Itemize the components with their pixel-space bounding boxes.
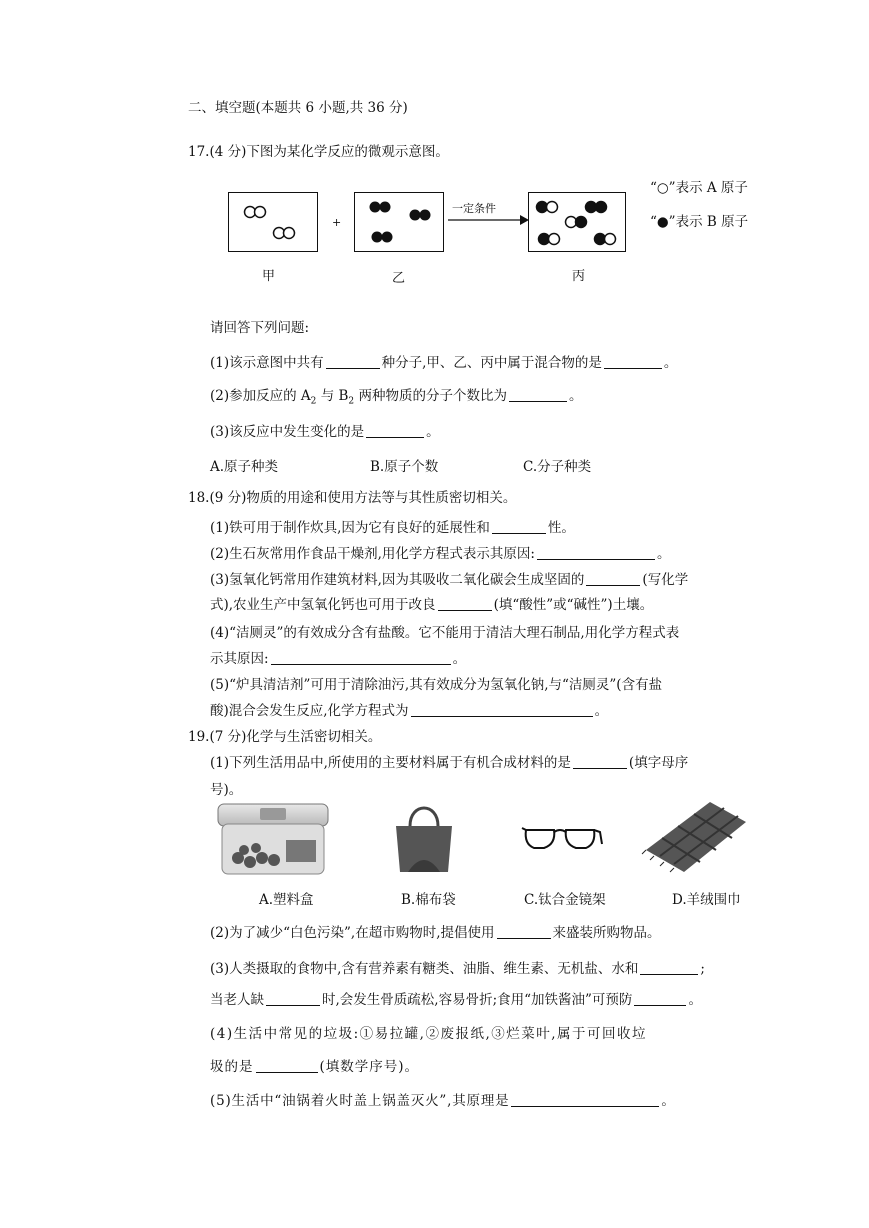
q17-p2-text-c: 两种物质的分子个数比为 <box>354 388 507 404</box>
q18-p5-text-c: 。 <box>594 703 609 719</box>
q17-part3 <box>210 420 440 440</box>
q17-p3-text-b: 。 <box>426 424 440 440</box>
q19-p1-text-b: (填字母序 <box>628 755 689 771</box>
molecules-bing <box>529 193 625 251</box>
item-d-label: D.羊绒围巾 <box>672 892 741 908</box>
q19-p3-text-c: 当老人缺 <box>210 992 264 1008</box>
q19-blank-6[interactable] <box>256 1058 318 1073</box>
q18-p4-text-c: 。 <box>452 651 467 667</box>
q18-p4-text-b: 示其原因: <box>210 651 269 667</box>
q19-p5-text-b: 。 <box>661 1093 676 1109</box>
q18-part4-line2 <box>210 647 466 667</box>
item-a-label: A.塑料盒 <box>259 892 314 908</box>
q19-part4-line2 <box>210 1055 419 1075</box>
plastic-box-image <box>214 800 332 878</box>
legend-b: “●”表示 B 原子 <box>650 214 749 230</box>
q19-p3-text-e: 。 <box>688 992 702 1008</box>
q19-blank-1[interactable] <box>573 754 627 769</box>
item-c-label: C.钛合金镜架 <box>524 892 606 908</box>
q17-p2-sub2: 2 <box>348 396 355 407</box>
q17-blank-1[interactable] <box>326 354 380 369</box>
q17-option-c: C.分子种类 <box>523 459 592 475</box>
q19-p3-text-a: (3)人类摄取的食物中,含有营养素有糖类、油脂、维生素、无机盐、水和 <box>210 961 639 977</box>
q18-blank-1[interactable] <box>492 519 546 534</box>
reaction-diagram <box>228 188 628 288</box>
q17-p3-text-a: (3)该反应中发生变化的是 <box>210 424 365 440</box>
cotton-bag-image <box>388 798 460 876</box>
q17-option-b: B.原子个数 <box>370 459 439 475</box>
q19-p2-text-a: (2)为了减少“白色污染”,在超市购物时,提倡使用 <box>210 925 495 941</box>
q17-blank-4[interactable] <box>366 423 424 438</box>
q18-part3-line1 <box>210 568 688 588</box>
q17-prompt: 请回答下列问题: <box>210 320 310 336</box>
q18-title: 18.(9 分)物质的用途和使用方法等与其性质密切相关。 <box>188 490 517 506</box>
item-b-label: B.棉布袋 <box>401 892 456 908</box>
q18-blank-6[interactable] <box>411 702 593 717</box>
q18-part1 <box>210 516 575 536</box>
q19-part2 <box>210 921 661 941</box>
q19-p2-text-b: 来盛装所购物品。 <box>552 925 661 941</box>
q17-blank-3[interactable] <box>509 387 567 402</box>
q18-blank-3[interactable] <box>586 571 640 586</box>
q18-p2-text-a: (2)生石灰常用作食品干燥剂,用化学方程式表示其原因: <box>210 546 535 562</box>
q18-p1-text-b: 性。 <box>547 520 575 536</box>
q17-p2-text-b: 与 B <box>316 388 349 404</box>
q19-part1-line1 <box>210 751 688 771</box>
q18-p3-text-a: (3)氢氧化钙常用作建筑材料,因为其吸收二氧化碳会生成坚固的 <box>210 572 585 588</box>
q17-p2-text-a: (2)参加反应的 A <box>210 388 311 404</box>
q18-part5-line1: (5)“炉具清洁剂”可用于清除油污,其有效成分为氢氧化钠,与“洁厕灵”(含有盐 <box>210 677 663 693</box>
q19-blank-7[interactable] <box>511 1092 659 1107</box>
q19-blank-4[interactable] <box>266 991 320 1006</box>
arrow-icon <box>446 214 530 226</box>
q18-p3-text-c: 式),农业生产中氢氧化钙也可用于改良 <box>210 597 436 613</box>
box-bing <box>528 192 626 252</box>
q19-blank-2[interactable] <box>497 924 551 939</box>
q19-title: 19.(7 分)化学与生活密切相关。 <box>188 729 382 745</box>
q19-p1-text-a: (1)下列生活用品中,所使用的主要材料属于有机合成材料的是 <box>210 755 571 771</box>
q17-blank-2[interactable] <box>604 354 662 369</box>
q17-part1 <box>210 351 677 371</box>
molecules-yi <box>355 193 443 251</box>
plus-sign: + <box>332 216 342 229</box>
molecules-jia <box>229 193 317 251</box>
q19-part1-line2: 号)。 <box>210 782 243 798</box>
box-jia <box>228 192 318 252</box>
q18-blank-5[interactable] <box>271 650 451 665</box>
legend-a: “○”表示 A 原子 <box>650 180 748 196</box>
q17-option-a: A.原子种类 <box>210 459 279 475</box>
q19-blank-5[interactable] <box>634 991 686 1006</box>
q17-p1-text-b: 种分子,甲、乙、丙中属于混合物的是 <box>381 355 602 371</box>
q19-p4-text-b: 圾的是 <box>210 1059 254 1075</box>
label-bing: 丙 <box>572 269 586 284</box>
wool-scarf-image <box>640 798 750 876</box>
q19-p5-text-a: (5)生活中“油锅着火时盖上锅盖灭火”,其原理是 <box>210 1093 510 1109</box>
q18-part2 <box>210 542 670 562</box>
q17-p2-text-d: 。 <box>568 388 583 404</box>
q17-title: 17.(4 分)下图为某化学反应的微观示意图。 <box>188 144 449 160</box>
q18-part3-line2 <box>210 593 653 613</box>
q17-p1-text-c: 。 <box>663 355 678 371</box>
q19-part5 <box>210 1089 676 1109</box>
q19-part3-line1 <box>210 957 705 977</box>
box-yi <box>354 192 444 252</box>
q17-p1-text-a: (1)该示意图中共有 <box>210 355 324 371</box>
q19-blank-3[interactable] <box>640 960 698 975</box>
glasses-frame-image <box>520 822 606 862</box>
q18-blank-4[interactable] <box>438 596 492 611</box>
label-yi: 乙 <box>392 271 406 286</box>
q19-p4-text-c: (填数学序号)。 <box>319 1059 420 1075</box>
q19-part3-line2 <box>210 988 702 1008</box>
section-title: 二、填空题(本题共 6 小题,共 36 分) <box>188 100 408 116</box>
q19-p3-text-d: 时,会发生骨质疏松,容易骨折;食用“加铁酱油”可预防 <box>322 992 633 1008</box>
q18-part4-line1: (4)“洁厕灵”的有效成分含有盐酸。它不能用于清洁大理石制品,用化学方程式表 <box>210 625 680 641</box>
q17-part2 <box>210 384 582 407</box>
q19-part4-line1: (4)生活中常见的垃圾:①易拉罐,②废报纸,③烂菜叶,属于可回收垃 <box>210 1026 648 1042</box>
q19-p3-text-b: ; <box>700 961 705 977</box>
q18-p3-text-b: (写化学 <box>642 572 689 588</box>
label-jia: 甲 <box>262 269 276 284</box>
q18-part5-line2 <box>210 699 608 719</box>
q18-p3-text-d: (填“酸性”或“碱性”)土壤。 <box>493 597 654 613</box>
q18-blank-2[interactable] <box>537 545 655 560</box>
q18-p5-text-b: 酸)混合会发生反应,化学方程式为 <box>210 703 409 719</box>
arrow-label: 一定条件 <box>452 202 496 215</box>
q18-p2-text-b: 。 <box>656 546 671 562</box>
q18-p1-text-a: (1)铁可用于制作炊具,因为它有良好的延展性和 <box>210 520 490 536</box>
q17-p2-sub1: 2 <box>310 396 317 407</box>
